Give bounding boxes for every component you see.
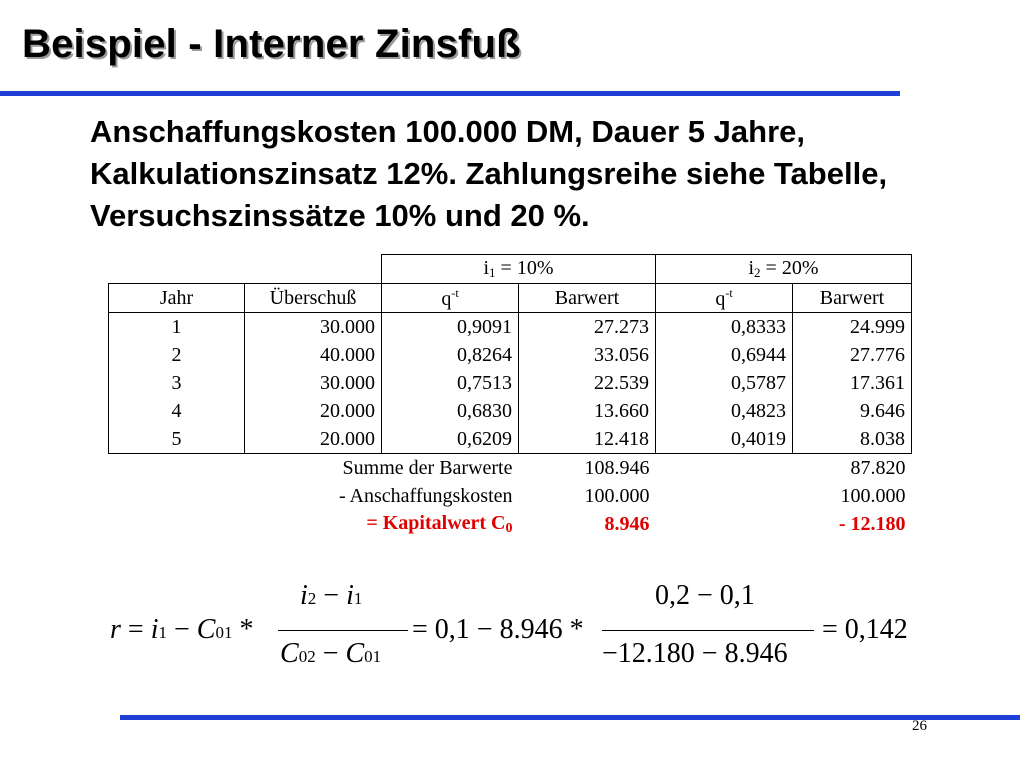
summary-row: Summe der Barwerte 108.946 87.820 bbox=[342, 456, 906, 479]
table-row: 4 20.000 0,6830 13.660 0,4823 9.646 bbox=[109, 397, 912, 425]
col-header-present-value-2: Barwert bbox=[793, 284, 912, 313]
formula-lhs: r = i1 − C01 * bbox=[110, 614, 254, 645]
interest-rate-2-header: $i_2 = 20\%$ bbox=[656, 255, 912, 284]
fraction-2-bar bbox=[602, 630, 814, 631]
col-header-present-value-1: Barwert bbox=[519, 284, 656, 313]
capital-value-table bbox=[108, 254, 912, 538]
table-row: 2 40.000 0,8264 33.056 0,6944 27.776 bbox=[109, 341, 912, 369]
capital-value-2: - 12.180 bbox=[838, 512, 906, 535]
fraction-2-denominator: −12.180 − 8.946 bbox=[602, 638, 788, 669]
col-header-discount-factor-2: $q^{-t}$ bbox=[656, 284, 793, 313]
formula-result: = 0,142 bbox=[822, 614, 908, 645]
capital-value-row bbox=[109, 510, 912, 538]
fraction-2-numerator: 0,2 − 0,1 bbox=[655, 580, 755, 611]
fraction-1-numerator: i2 − i1 bbox=[300, 580, 363, 611]
fraction-1-bar bbox=[278, 630, 408, 631]
formula-substitution: = 0,1 − 8.946 * bbox=[412, 614, 584, 645]
internal-rate-formula bbox=[110, 580, 940, 680]
intro-text: Anschaffungskosten 100.000 DM, Dauer 5 Jahre, Kalkulationszinsatz 12%. Zahlungsreihe siehe Tabelle, Versuchszinssätze 10% und 20 %. bbox=[90, 114, 888, 233]
page-number: 26 bbox=[912, 718, 927, 734]
col-header-year: Jahr bbox=[109, 284, 245, 313]
capital-value-label: = Kapitalwert $C_0$ bbox=[366, 511, 513, 536]
slide-title: Beispiel - Interner Zinsfuß bbox=[22, 22, 521, 66]
capital-value-1: 8.946 bbox=[604, 512, 650, 535]
summary-row: - Anschaffungskosten 100.000 100.000 bbox=[339, 484, 906, 507]
col-header-discount-factor-1: $q^{-t}$ bbox=[382, 284, 519, 313]
interest-group-header-row bbox=[109, 255, 912, 284]
table-row: 3 30.000 0,7513 22.539 0,5787 17.361 bbox=[109, 369, 912, 397]
column-header-row bbox=[109, 284, 912, 313]
fraction-1-denominator: C02 − C01 bbox=[280, 638, 382, 669]
table-row: 5 20.000 0,6209 12.418 0,4019 8.038 bbox=[109, 425, 912, 454]
footer-divider bbox=[120, 715, 1020, 720]
table-row: 1 30.000 0,9091 27.273 0,8333 24.999 bbox=[109, 313, 912, 342]
title-divider bbox=[0, 91, 900, 96]
interest-rate-1-header: $i_1 = 10\%$ bbox=[382, 255, 656, 284]
col-header-surplus: Überschuß bbox=[245, 284, 382, 313]
